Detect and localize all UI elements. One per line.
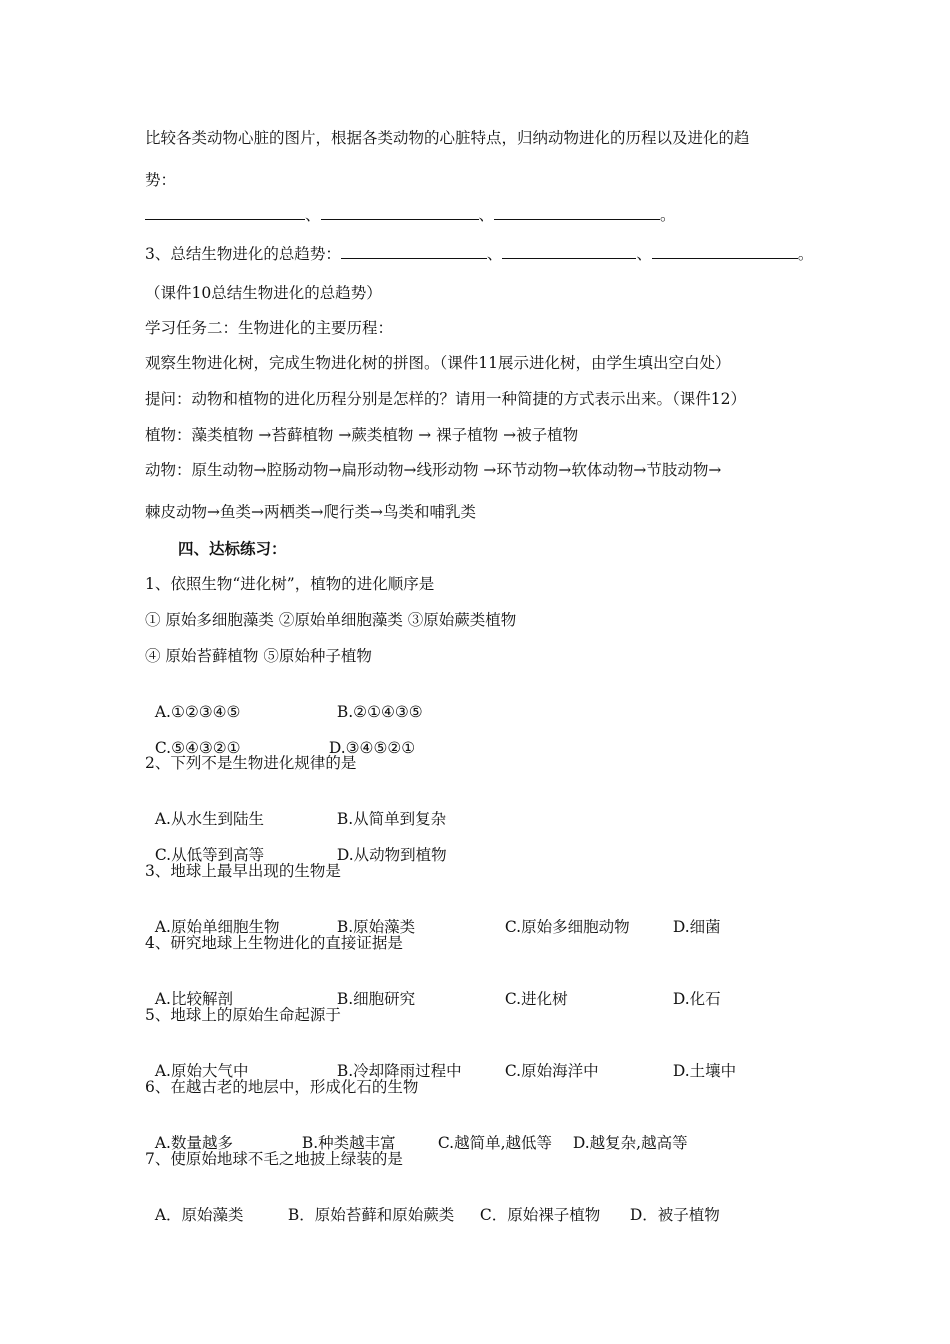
task2-plants: 植物：藻类植物 →苔藓植物 →蕨类植物 → 裸子植物 →被子植物	[145, 426, 579, 444]
q5-stem: 5、地球上的原始生命起源于	[145, 1006, 341, 1024]
q1-options-row-1	[145, 682, 423, 722]
q1-options-row-2	[145, 718, 415, 758]
q7-option-a[interactable]: A．原始藻类	[154, 1206, 244, 1224]
q5-option-d[interactable]: D.土壤中	[672, 1062, 737, 1080]
q1-stem: 1、依照生物“进化树”，植物的进化顺序是	[145, 575, 435, 593]
q2-options-row-1	[145, 789, 446, 829]
q1-option-d[interactable]: D.③④⑤②①	[328, 739, 416, 757]
q4-option-a[interactable]: A.比较解剖	[154, 990, 233, 1008]
task2-animals-2: 棘皮动物→鱼类→两栖类→爬行类→鸟类和哺乳类	[145, 503, 476, 521]
q7-option-c[interactable]: C．原始裸子植物	[479, 1206, 601, 1224]
q3-options	[145, 897, 721, 937]
q6-option-b[interactable]: B.种类越丰富	[301, 1134, 396, 1152]
q1-line-1: ① 原始多细胞藻类 ②原始单细胞藻类 ③原始蕨类植物	[145, 611, 517, 629]
q7-stem: 7、使原始地球不毛之地披上绿装的是	[145, 1150, 403, 1168]
period: 。	[797, 245, 814, 263]
q1-option-b[interactable]: B.②①④③⑤	[336, 703, 423, 721]
q2-option-c[interactable]: C.从低等到高等	[154, 846, 265, 864]
task2-observe: 观察生物进化树，完成生物进化树的拼图。（课件11展示进化树，由学生填出空白处）	[145, 354, 731, 372]
q2-option-a[interactable]: A.从水生到陆生	[154, 810, 264, 828]
q5-option-a[interactable]: A.原始大气中	[154, 1062, 249, 1080]
period: 。	[660, 206, 676, 224]
q2-options-row-2	[145, 825, 447, 865]
q6-option-c[interactable]: C.越简单,越低等	[437, 1134, 553, 1152]
section4-heading: 四、达标练习：	[178, 539, 287, 558]
q3-option-b[interactable]: B.原始藻类	[336, 918, 416, 936]
intro-blanks	[145, 205, 676, 225]
q6-option-a[interactable]: A.数量越多	[154, 1134, 233, 1152]
q1-option-c[interactable]: C.⑤④③②①	[154, 739, 241, 757]
q5-options	[145, 1041, 736, 1081]
task2-question: 提问：动物和植物的进化历程分别是怎样的？请用一种简捷的方式表示出来。（课件12）	[145, 390, 746, 408]
q2-option-d[interactable]: D.从动物到植物	[336, 846, 447, 864]
q2-stem: 2、下列不是生物进化规律的是	[145, 754, 357, 772]
q4-option-d[interactable]: D.化石	[672, 990, 721, 1008]
blank-6[interactable]	[652, 244, 798, 259]
q6-option-d[interactable]: D.越复杂,越高等	[572, 1134, 688, 1152]
q3-option-c[interactable]: C.原始多细胞动物	[504, 918, 630, 936]
separator: 、	[636, 245, 652, 263]
intro-line-1: 比较各类动物心脏的图片，根据各类动物的心脏特点，归纳动物进化的历程以及进化的趋	[145, 129, 750, 147]
q7-options	[145, 1185, 720, 1225]
q5-option-c[interactable]: C.原始海洋中	[504, 1062, 599, 1080]
blank-5[interactable]	[502, 244, 636, 259]
separator: 、	[486, 245, 503, 263]
blank-4[interactable]	[341, 244, 487, 259]
q2-option-b[interactable]: B.从简单到复杂	[336, 810, 447, 828]
item3-label: 3、总结生物进化的总趋势：	[145, 245, 341, 263]
q4-option-c[interactable]: C.进化树	[504, 990, 568, 1008]
q6-options	[145, 1113, 688, 1153]
q7-option-b[interactable]: B．原始苔藓和原始蕨类	[287, 1206, 455, 1224]
blank-1[interactable]	[145, 205, 305, 220]
blank-3[interactable]	[494, 205, 660, 220]
q4-option-b[interactable]: B.细胞研究	[336, 990, 416, 1008]
q4-options	[145, 969, 721, 1009]
q5-option-b[interactable]: B.冷却降雨过程中	[336, 1062, 462, 1080]
q1-line-2: ④ 原始苔藓植物 ⑤原始种子植物	[145, 647, 372, 665]
q3-option-d[interactable]: D.细菌	[672, 918, 721, 936]
q4-stem: 4、研究地球上生物进化的直接证据是	[145, 934, 403, 952]
task2-animals-1: 动物：原生动物→腔肠动物→扁形动物→线形动物 →环节动物→软体动物→节肢动物→	[145, 461, 722, 479]
task2-title: 学习任务二：生物进化的主要历程：	[145, 319, 394, 337]
q7-option-d[interactable]: D．被子植物	[629, 1206, 720, 1224]
q6-stem: 6、在越古老的地层中，形成化石的生物	[145, 1078, 419, 1096]
item3-note: （课件10总结生物进化的总趋势）	[145, 284, 382, 302]
blank-2[interactable]	[321, 205, 479, 220]
separator: 、	[478, 206, 495, 224]
item3-line	[145, 244, 813, 264]
q1-option-a[interactable]: A.①②③④⑤	[154, 703, 241, 721]
separator: 、	[305, 206, 321, 224]
q3-option-a[interactable]: A.原始单细胞生物	[154, 918, 280, 936]
q3-stem: 3、地球上最早出现的生物是	[145, 862, 341, 880]
intro-line-2: 势：	[145, 171, 177, 189]
